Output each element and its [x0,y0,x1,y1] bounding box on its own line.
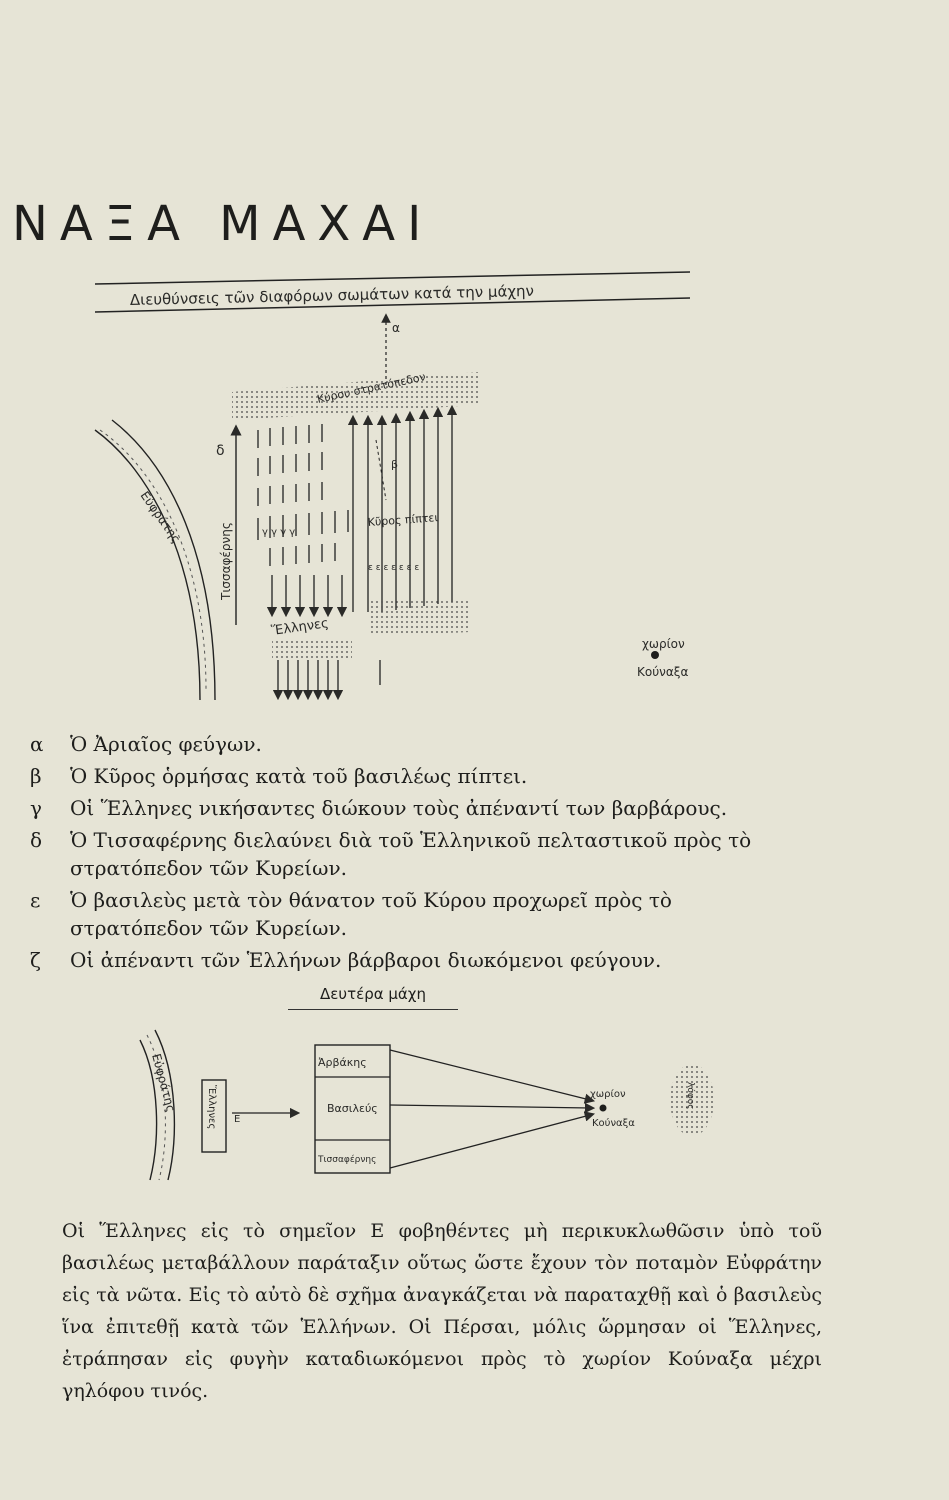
legend-item [30,794,810,822]
legend-item [30,886,810,942]
battle-diagram-1 [95,272,690,700]
tissaphernes2-label: Τισσαφέρνης [318,1155,377,1165]
legend-item [30,946,810,974]
tissaphernes-label: Τισσαφέρνης [219,522,233,600]
gamma-marks: γ γ γ γ [262,527,296,538]
battle-legend [30,730,810,978]
greeks-label: Ἕλληνες [270,616,330,639]
legend-marker: δ [30,828,43,852]
legend-text: Ὁ βασιλεὺς μετὰ τὸν θάνατον τοῦ Κύρου προχωρεῖ πρὸς τὸ στρατόπεδον τῶν Κυρείων. [70,888,672,940]
hill-label: λόφος [685,1082,695,1110]
legend-text: Οἱ ἀπέναντι τῶν Ἑλλήνων βάρβαροι διωκόμενοι φεύγουν. [70,948,662,972]
body-paragraph: Οἱ Ἕλληνες εἰς τὸ σημεῖον Ε φοβηθέντες μὴ περικυκλωθῶσιν ὑπὸ τοῦ βασιλέως μεταβάλλουν παράταξιν οὕτως ὥστε ἔχουν τὸν ποταμὸν Εὐφράτην εἰς τὰ νῶτα. Εἰς τὸ αὐτὸ δὲ σχῆμα ἀναγκάζεται νὰ παραταχθῇ καὶ ὁ βασιλεὺς ἵνα ἐπιτεθῇ κατὰ τῶν Ἑλλήνων. Οἱ Πέρσαι, μόλις ὥρμησαν οἱ Ἕλληνες, ἐτράπησαν εἰς φυγὴν καταδιωκόμενοι πρὸς τὸ χωρίον Κούναξα μέχρι γηλόφου τινός. [62,1220,822,1402]
legend-text: Ὁ Ἀριαῖος φεύγων. [70,732,262,756]
epsilon-marks: ε ε ε ε ε ε ε [368,563,420,573]
village-label: χωρίον [642,637,685,651]
legend-text: Ὁ Κῦρος ὁρμήσας κατὰ τοῦ βασιλέως πίπτει. [70,764,528,788]
legend-item [30,730,810,758]
second-battle-title: Δευτέρα μάχη [288,985,458,1010]
battle-diagram-2 [140,1030,714,1180]
legend-text: Οἱ Ἕλληνες νικήσαντες διώκουν τοὺς ἀπέναντί των βαρβάρους. [70,796,728,820]
greeks-box-label: Ἕλληνες [206,1085,217,1130]
arvakes-label: Ἀρβάκης [318,1056,367,1069]
legend-marker: ε [30,888,41,912]
diagram1-caption: Διευθύνσεις τῶν διαφόρων σωμάτων κατά την μάχην [129,281,535,309]
point-e-label: Ε [234,1114,241,1125]
euphrates-label: Εὐφράτης [137,488,184,546]
euphrates2-label: Εὐφράτης [149,1052,179,1114]
king-label: Βασιλεύς [327,1102,378,1115]
village2-label: χωρίον [590,1089,626,1100]
legend-marker: ζ [30,948,41,972]
cyrus-falls-label: Κῦρος πίπτει [367,511,439,529]
kounaxa2-label: Κούναξα [592,1118,635,1129]
kounaxa-label: Κούναξα [637,665,689,679]
delta-marker: δ [216,443,225,459]
legend-marker: β [30,764,42,788]
arrow-a-label: α [392,321,400,335]
page-heading: ΝΑΞΑ ΜΑΧΑΙ [12,196,434,252]
legend-marker: α [30,732,44,756]
legend-item [30,826,810,882]
legend-marker: γ [30,796,42,820]
legend-item [30,762,810,790]
camp-label: Κύρου στρατόπεδον [315,370,427,406]
legend-text: Ὁ Τισσαφέρνης διελαύνει διὰ τοῦ Ἑλληνικοῦ πελταστικοῦ πρὸς τὸ στρατόπεδον τῶν Κυρείων. [70,828,752,880]
beta-marker: β [391,458,399,471]
